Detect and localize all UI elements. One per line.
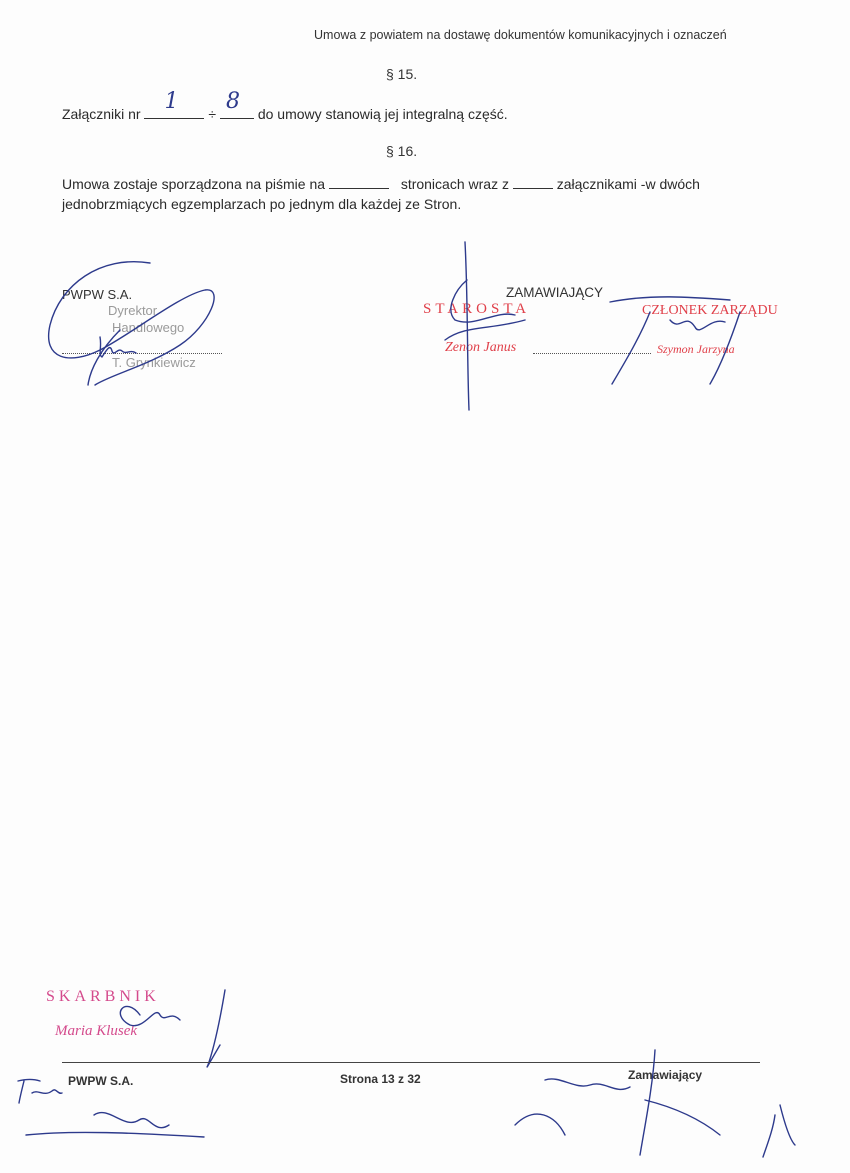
pwpw-signer-title-1: Dyrektor [108, 303, 158, 318]
section-15-heading: § 15. [386, 66, 418, 82]
pwpw-signer-name: T. Grynkiewicz [112, 355, 196, 370]
pages-blank [329, 174, 389, 189]
attachments-from-blank [144, 89, 204, 119]
section-16-line-1 [62, 174, 700, 194]
section-16-text-a: Umowa zostaje sporządzona na piśmie na [62, 176, 326, 192]
board-member-handwritten-signature [600, 292, 770, 387]
treasurer-stamp-name: Maria Klusek [55, 1023, 138, 1039]
attachments-count-blank [513, 174, 553, 189]
starosta-stamp-name: Zenon Janus [445, 340, 517, 355]
pwpw-handwritten-signature [40, 255, 230, 395]
pwpw-signer-title-2: Handlowego [112, 320, 185, 335]
board-member-stamp-title: CZŁONEK ZARZĄDU [642, 303, 778, 318]
attachments-suffix: do umowy stanowią jej integralną część. [257, 106, 508, 122]
treasurer-stamp-title: SKARBNIK [46, 988, 160, 1005]
footer-left-label: PWPW S.A. [68, 1074, 134, 1088]
section-15-text [62, 89, 508, 124]
footer-page-number: Strona 13 z 32 [340, 1072, 421, 1086]
section-16-heading: § 16. [386, 143, 418, 159]
document-header: Umowa z powiatem na dostawę dokumentów komunikacyjnych i oznaczeń [314, 28, 727, 42]
starosta-handwritten-signature [435, 240, 535, 415]
attachments-from-handwritten: 1 [164, 89, 179, 114]
section-16-text-c: załącznikami -w dwóch [556, 176, 700, 192]
attachments-prefix: Załączniki nr [62, 106, 141, 122]
client-label: ZAMAWIAJĄCY [506, 285, 604, 300]
attachments-to-handwritten: 8 [225, 89, 240, 114]
starosta-stamp-title: STAROSTA [423, 301, 531, 317]
board-member-stamp-name: Szymon Jarzyna [657, 342, 735, 356]
pwpw-company-label: PWPW S.A. [62, 287, 133, 302]
footer-left-initials [14, 1075, 224, 1155]
attachments-to-blank [220, 89, 254, 119]
section-16-text-b: stronicach wraz z [400, 176, 509, 192]
attachments-separator: ÷ [208, 106, 217, 122]
section-16-line-2: jednobrzmiących egzemplarzach po jednym dla każdej ze Stron. [62, 196, 462, 212]
footer-right-label: Zamawiający [628, 1068, 703, 1082]
footer-right-initials [505, 1045, 805, 1165]
